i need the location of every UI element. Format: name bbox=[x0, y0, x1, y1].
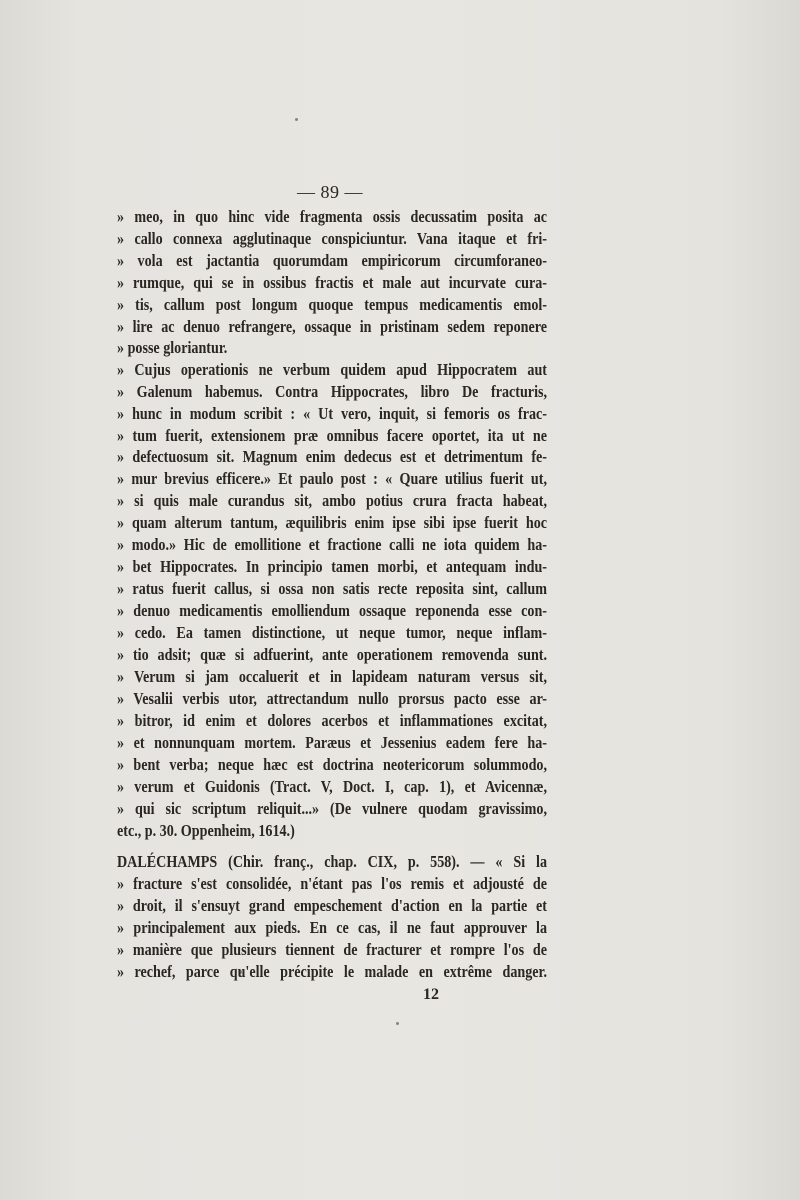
text-line: » bitror, id enim et dolores acerbos et inflammationes excitat, bbox=[117, 711, 547, 730]
text-line: » rechef, parce qu'elle précipite le malade en extrême danger. bbox=[117, 962, 547, 981]
text-line: » meo, in quo hinc vide fragmenta ossis decussatim posita ac bbox=[117, 207, 547, 226]
text-line: » droit, il s'ensuyt grand empeschement d'action en la partie et bbox=[117, 896, 547, 915]
text-line: » quam alterum tantum, æquilibris enim ipse sibi ipse fuerit hoc bbox=[117, 513, 547, 532]
text-line: » tio adsit; quæ si adfuerint, ante operationem removenda sunt. bbox=[117, 645, 547, 664]
text-line: » Galenum habemus. Contra Hippocrates, libro De fracturis, bbox=[117, 382, 547, 401]
text-line: » si quis male curandus sit, ambo potius crura fracta habeat, bbox=[117, 491, 547, 510]
text-line: » bet Hippocrates. In principio tamen morbi, et antequam indu- bbox=[117, 557, 547, 576]
text-line: » qui sic scriptum reliquit...» (De vulnere quodam gravissimo, bbox=[117, 799, 547, 818]
text-line: » Vesalii verbis utor, attrectandum nullo prorsus pacto esse ar- bbox=[117, 689, 547, 708]
text-line: » verum et Guidonis (Tract. V, Doct. I, cap. 1), et Avicennæ, bbox=[117, 777, 547, 796]
text-line: » et nonnunquam mortem. Paræus et Jessenius eadem fere ha- bbox=[117, 733, 547, 752]
text-line: » bent verba; neque hæc est doctrina neotericorum solummodo, bbox=[117, 755, 547, 774]
text-line: » Cujus operationis ne verbum quidem apud Hippocratem aut bbox=[117, 360, 547, 379]
text-line: » tis, callum post longum quoque tempus medicamentis emol- bbox=[117, 295, 547, 314]
text-line: » ratus fuerit callus, si ossa non satis recte reposita sint, callum bbox=[117, 579, 547, 598]
text-line: » hunc in modum scribit : « Ut vero, inquit, si femoris os frac- bbox=[117, 404, 547, 423]
text-line: etc., p. 30. Oppenheim, 1614.) bbox=[117, 821, 295, 840]
text-line: » modo.» Hic de emollitione et fractione calli ne iota quidem ha- bbox=[117, 535, 547, 554]
text-line: » Verum si jam occaluerit et in lapideam naturam versus sit, bbox=[117, 667, 547, 686]
text-line: » callo connexa agglutinaque conspiciuntur. Vana itaque et fri- bbox=[117, 229, 547, 248]
text-line: DALÉCHAMPS (Chir. franç., chap. CIX, p. 558). — « Si la bbox=[117, 852, 547, 871]
text-line: » denuo medicamentis emolliendum ossaque reponenda esse con- bbox=[117, 601, 547, 620]
text-line: » defectuosum sit. Magnum enim dedecus est et detrimentum fe- bbox=[117, 447, 547, 466]
text-line: » principalement aux pieds. En ce cas, il ne faut approuver la bbox=[117, 918, 547, 937]
signature-mark: 12 bbox=[423, 986, 439, 1003]
text-line: » manière que plusieurs tiennent de fracturer et rompre l'os de bbox=[117, 940, 547, 959]
text-line: » rumque, qui se in ossibus fractis et male aut incurvate cura- bbox=[117, 273, 547, 292]
page-number: — 89 — bbox=[297, 182, 363, 202]
text-line: » mur brevius efficere.» Et paulo post : « Quare utilius fuerit ut, bbox=[117, 469, 547, 488]
text-line: » lire ac denuo refrangere, ossaque in pristinam sedem reponere bbox=[117, 317, 547, 336]
text-line: » cedo. Ea tamen distinctione, ut neque tumor, neque inflam- bbox=[117, 623, 547, 642]
text-line: » tum fuerit, extensionem præ omnibus facere oportet, ita ut ne bbox=[117, 426, 547, 445]
text-line: » vola est jactantia quorumdam empiricorum circumforaneo- bbox=[117, 251, 547, 270]
text-line: » posse gloriantur. bbox=[117, 338, 228, 357]
text-line: » fracture s'est consolidée, n'étant pas l'os remis et adjousté de bbox=[117, 874, 547, 893]
